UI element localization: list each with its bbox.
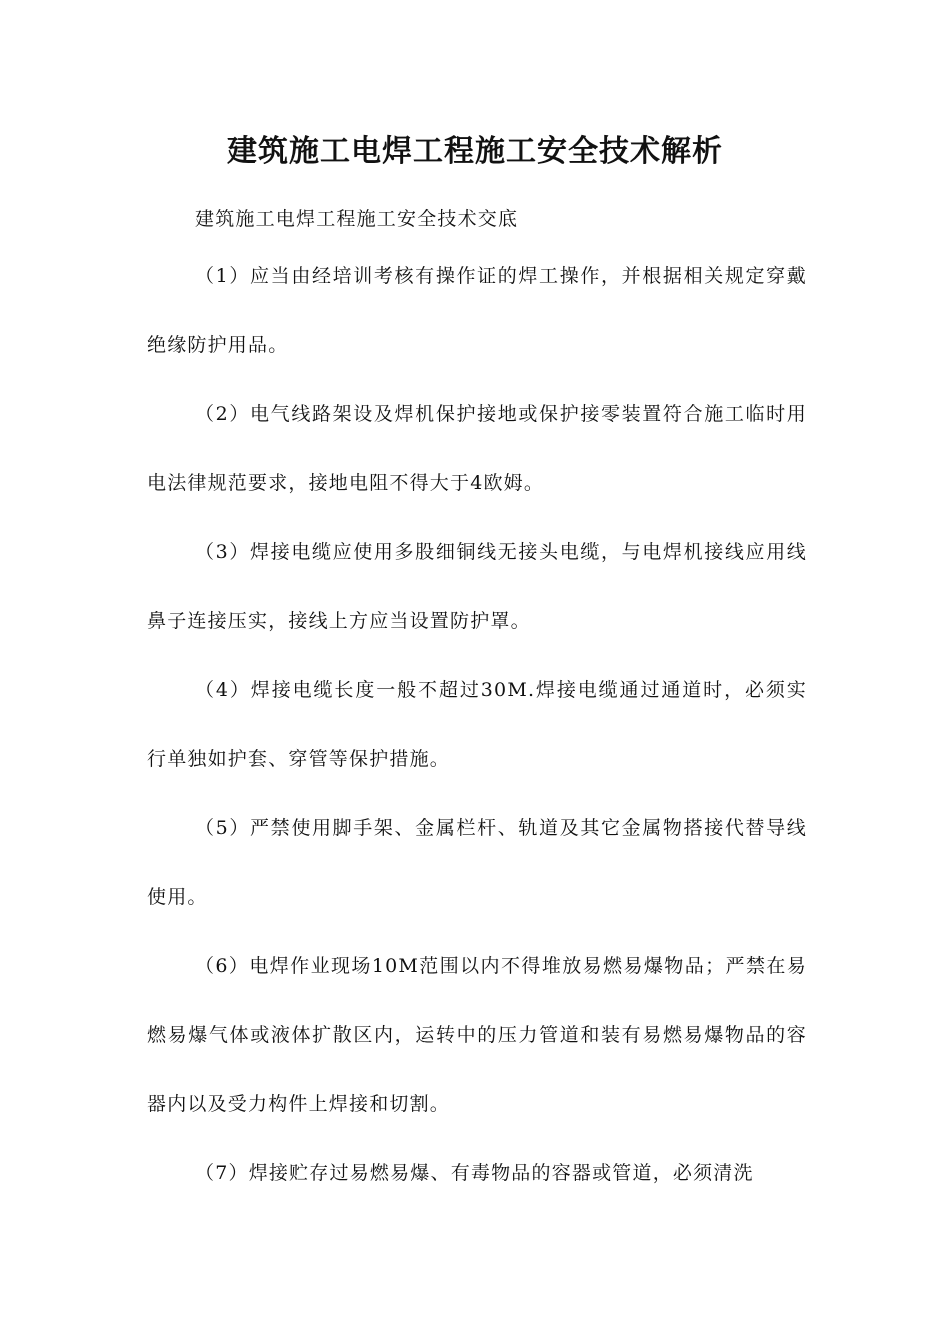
paragraph-5: （5）严禁使用脚手架、金属栏杆、轨道及其它金属物搭接代替导线使用。 (147, 817, 807, 908)
paragraph-1: （1）应当由经培训考核有操作证的焊工操作，并根据相关规定穿戴绝缘防护用品。 (147, 265, 807, 356)
paragraph-7: （7）焊接贮存过易燃易爆、有毒物品的容器或管道，必须清洗 (195, 1162, 754, 1184)
document-body (147, 196, 807, 1208)
paragraph-6: （6）电焊作业现场10M范围以内不得堆放易燃易爆物品；严禁在易燃易爆气体或液体扩散区内，运转中的压力管道和装有易燃易爆物品的容器内以及受力构件上焊接和切割。 (147, 955, 807, 1115)
paragraph-3: （3）焊接电缆应使用多股细铜线无接头电缆，与电焊机接线应用线鼻子连接压实，接线上方应当设置防护罩。 (147, 541, 807, 632)
document-title: 建筑施工电焊工程施工安全技术解析 (227, 134, 723, 169)
paragraph-2: （2）电气线路架设及焊机保护接地或保护接零装置符合施工临时用电法律规范要求，接地电阻不得大于4欧姆。 (147, 403, 807, 494)
paragraph-4: （4）焊接电缆长度一般不超过30M.焊接电缆通过通道时，必须实行单独如护套、穿管等保护措施。 (147, 679, 807, 770)
document-subtitle: 建筑施工电焊工程施工安全技术交底 (195, 208, 519, 230)
